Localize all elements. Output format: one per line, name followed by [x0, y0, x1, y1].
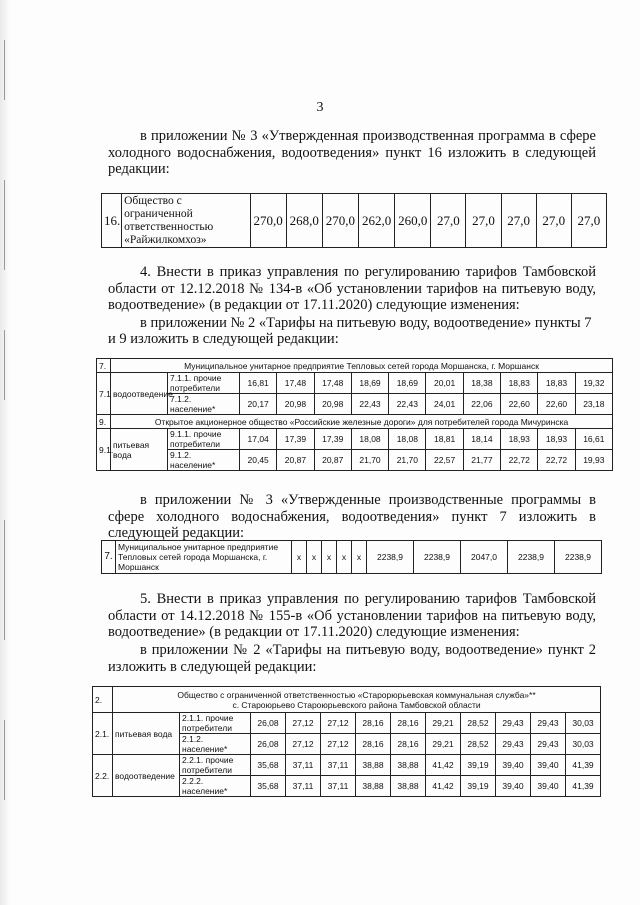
table-cell: x — [337, 541, 352, 574]
table-cell: 22,43 — [351, 394, 388, 415]
table-cell: 29,43 — [531, 713, 566, 734]
table-cell: 2238,9 — [414, 541, 461, 574]
table-cell: 18,08 — [351, 429, 388, 450]
table-cell-service: водоотведение — [111, 373, 168, 415]
table-cell-group-title — [113, 687, 601, 713]
table-cell: 29,43 — [496, 713, 531, 734]
table-cell: 30,03 — [566, 713, 601, 734]
table-cell: 19,93 — [575, 450, 612, 471]
table-cell: 7. — [102, 541, 116, 574]
table-production-program-16 — [101, 193, 607, 248]
table-cell-label: 2.2.2. население* — [180, 776, 251, 797]
table-cell: 18,08 — [389, 429, 426, 450]
table-cell: 20,87 — [314, 450, 351, 471]
table-cell: 41,39 — [566, 755, 601, 776]
table-cell: 22,60 — [501, 394, 538, 415]
table-cell: 27,0 — [431, 194, 466, 248]
table-cell: 28,16 — [356, 734, 391, 755]
table-cell: 270,0 — [250, 194, 286, 248]
table-cell: 39,40 — [531, 755, 566, 776]
table-tariffs-2 — [92, 686, 601, 797]
table-cell: 22,43 — [389, 394, 426, 415]
table-cell: 17,39 — [277, 429, 314, 450]
table-cell: 2238,9 — [508, 541, 555, 574]
table-cell-org: Общество с ограниченной ответственностью «Райжилкомхоз» — [122, 194, 251, 248]
table-cell: 2238,9 — [555, 541, 602, 574]
table-cell: 18,83 — [538, 373, 575, 394]
table-cell: 262,0 — [359, 194, 395, 248]
table-cell: 28,16 — [391, 713, 426, 734]
table-cell: x — [307, 541, 322, 574]
table-cell: 28,16 — [391, 734, 426, 755]
table-cell-label: 2.2.1. прочие потребители — [180, 755, 251, 776]
table-cell: 29,21 — [426, 713, 461, 734]
table-cell: 35,68 — [251, 755, 286, 776]
table-cell: 20,17 — [240, 394, 277, 415]
table-cell: 27,12 — [321, 713, 356, 734]
table-cell: 9. — [97, 415, 111, 429]
table-cell: 38,88 — [391, 755, 426, 776]
table-cell: 21,70 — [351, 450, 388, 471]
table-cell: x — [352, 541, 367, 574]
table-cell-label: 2.1.2. население* — [180, 734, 251, 755]
table-cell: 20,01 — [426, 373, 463, 394]
table-cell: 41,39 — [566, 776, 601, 797]
paragraph-annex2-items7-9: в приложении № 2 «Тарифы на питьевую воду, водоотведение» пункты 7 — [140, 315, 592, 331]
table-cell: 27,12 — [321, 734, 356, 755]
table-cell: 2047,0 — [461, 541, 508, 574]
table-cell: 39,40 — [496, 776, 531, 797]
table-cell: 23,18 — [575, 394, 612, 415]
table-cell: 18,69 — [389, 373, 426, 394]
table-cell: 27,0 — [501, 194, 536, 248]
table-cell: 268,0 — [286, 194, 322, 248]
table-cell: 17,39 — [314, 429, 351, 450]
table-cell: 18,14 — [463, 429, 500, 450]
table-cell: 26,08 — [251, 734, 286, 755]
table-cell: 7.1 — [97, 373, 111, 415]
table-production-program-7 — [101, 540, 602, 574]
table-cell: 16,61 — [575, 429, 612, 450]
table-cell: 2.1. — [93, 713, 113, 755]
paragraph-annex2-item2: в приложении № 2 «Тарифы на питьевую воду, водоотведение» пункт 2 изложить в следующей редакции: — [108, 642, 596, 675]
table-cell: 17,48 — [314, 373, 351, 394]
table-cell: 260,0 — [395, 194, 431, 248]
table-cell: 27,0 — [536, 194, 571, 248]
table-cell: 2. — [93, 687, 113, 713]
table-cell: 16. — [102, 194, 122, 248]
table-cell: x — [292, 541, 307, 574]
table-cell: 9.1. — [97, 429, 111, 471]
table-cell: 21,77 — [463, 450, 500, 471]
table-cell: 28,52 — [461, 713, 496, 734]
paragraph-annex3-item7: в приложении № 3 «Утвержденные производственные программы в сфере холодного водоснабжения, водоотведения» пункт 7 изложить в следующей редакции: — [108, 492, 596, 541]
table-cell: 2.2. — [93, 755, 113, 797]
table-cell: 35,68 — [251, 776, 286, 797]
table-cell: 22,72 — [538, 450, 575, 471]
page-number: 3 — [316, 100, 324, 115]
table-cell-label: 9.1.1. прочие потребители — [168, 429, 240, 450]
table-cell: 38,88 — [391, 776, 426, 797]
table-cell: 41,42 — [426, 755, 461, 776]
table-cell-service: питьевая вода — [111, 429, 168, 471]
table-cell: 29,43 — [496, 734, 531, 755]
table-cell: 20,87 — [277, 450, 314, 471]
table-cell: 7. — [97, 359, 111, 373]
table-cell: 20,98 — [314, 394, 351, 415]
paragraph-annex2-items7-9-cont: и 9 изложить в следующей редакции: — [108, 331, 339, 347]
table-cell: 37,11 — [286, 776, 321, 797]
table-cell: 27,0 — [466, 194, 501, 248]
table-cell-org: Муниципальное унитарное предприятие Тепловых сетей города Моршанска, г. Моршанск — [116, 541, 292, 574]
table-cell: 18,69 — [351, 373, 388, 394]
table-cell: 18,81 — [426, 429, 463, 450]
table-cell: 27,12 — [286, 713, 321, 734]
table-cell: 17,04 — [240, 429, 277, 450]
table-cell: 29,43 — [531, 734, 566, 755]
table-cell-label: 9.1.2. население* — [168, 450, 240, 471]
table-cell: 19,32 — [575, 373, 612, 394]
table-cell: 17,48 — [277, 373, 314, 394]
table-cell: 22,60 — [538, 394, 575, 415]
table-cell-service: питьевая вода — [113, 713, 180, 755]
table-cell: 39,40 — [496, 755, 531, 776]
table-cell: 28,52 — [461, 734, 496, 755]
table-cell: 39,19 — [461, 776, 496, 797]
table-title-line1: Общество с ограниченной ответственностью «Старорюрьевская коммунальная служба»** — [177, 689, 536, 700]
table-cell: 270,0 — [322, 194, 358, 248]
scan-left-edge — [0, 0, 10, 905]
table-cell: 20,45 — [240, 450, 277, 471]
table-cell: 37,11 — [321, 776, 356, 797]
table-cell-group-title: Открытое акционерное общество «Российские железные дороги» для потребителей города Мичуринска — [111, 415, 613, 429]
table-cell: 20,98 — [277, 394, 314, 415]
table-cell: 18,93 — [538, 429, 575, 450]
table-cell: 18,38 — [463, 373, 500, 394]
table-cell: 24,01 — [426, 394, 463, 415]
table-title-line2: с. Староюрьево Староюрьевского района Тамбовской области — [232, 699, 481, 710]
table-cell: 26,08 — [251, 713, 286, 734]
table-cell: 21,70 — [389, 450, 426, 471]
table-cell: 38,88 — [356, 776, 391, 797]
table-cell-service: водоотведение — [113, 755, 180, 797]
table-cell: 28,16 — [356, 713, 391, 734]
table-cell: 18,83 — [501, 373, 538, 394]
table-cell-label: 2.1.1. прочие потребители — [180, 713, 251, 734]
table-cell: 38,88 — [356, 755, 391, 776]
table-cell: 30,03 — [566, 734, 601, 755]
table-cell: 29,21 — [426, 734, 461, 755]
table-cell: 27,0 — [571, 194, 606, 248]
paragraph-item5: 5. Внести в приказ управления по регулированию тарифов Тамбовской области от 14.12.2018 № 155-в «Об установлении тарифов на питьевую воду, водоотведение» (в редакции от 17.11.2020) следующие изменения: — [108, 591, 596, 640]
table-cell: 27,12 — [286, 734, 321, 755]
table-cell: 22,57 — [426, 450, 463, 471]
table-cell: 18,93 — [501, 429, 538, 450]
table-cell: 39,40 — [531, 776, 566, 797]
table-cell: 41,42 — [426, 776, 461, 797]
table-cell: x — [322, 541, 337, 574]
table-cell: 22,06 — [463, 394, 500, 415]
paragraph-annex3-item16: в приложении № 3 «Утвержденная производственная программа в сфере холодного водоснабжения, водоотведения» пункт 16 изложить в следующей редакции: — [108, 128, 596, 177]
table-cell: 37,11 — [321, 755, 356, 776]
table-cell-group-title: Муниципальное унитарное предприятие Тепловых сетей города Моршанска, г. Моршанск — [111, 359, 613, 373]
paragraph-item4: 4. Внести в приказ управления по регулированию тарифов Тамбовской области от 12.12.2018 № 134-в «Об установлении тарифов на питьевую воду, водоотведение» (в редакции от 17.11.2020) следующие изменения: — [108, 264, 596, 313]
table-cell: 22,72 — [501, 450, 538, 471]
table-cell: 16,81 — [240, 373, 277, 394]
table-tariffs-7-9 — [96, 358, 613, 471]
table-cell-label: 7.1.2. население* — [168, 394, 240, 415]
table-cell: 37,11 — [286, 755, 321, 776]
table-cell-label: 7.1.1. прочие потребители — [168, 373, 240, 394]
table-cell: 39,19 — [461, 755, 496, 776]
table-cell: 2238,9 — [367, 541, 414, 574]
